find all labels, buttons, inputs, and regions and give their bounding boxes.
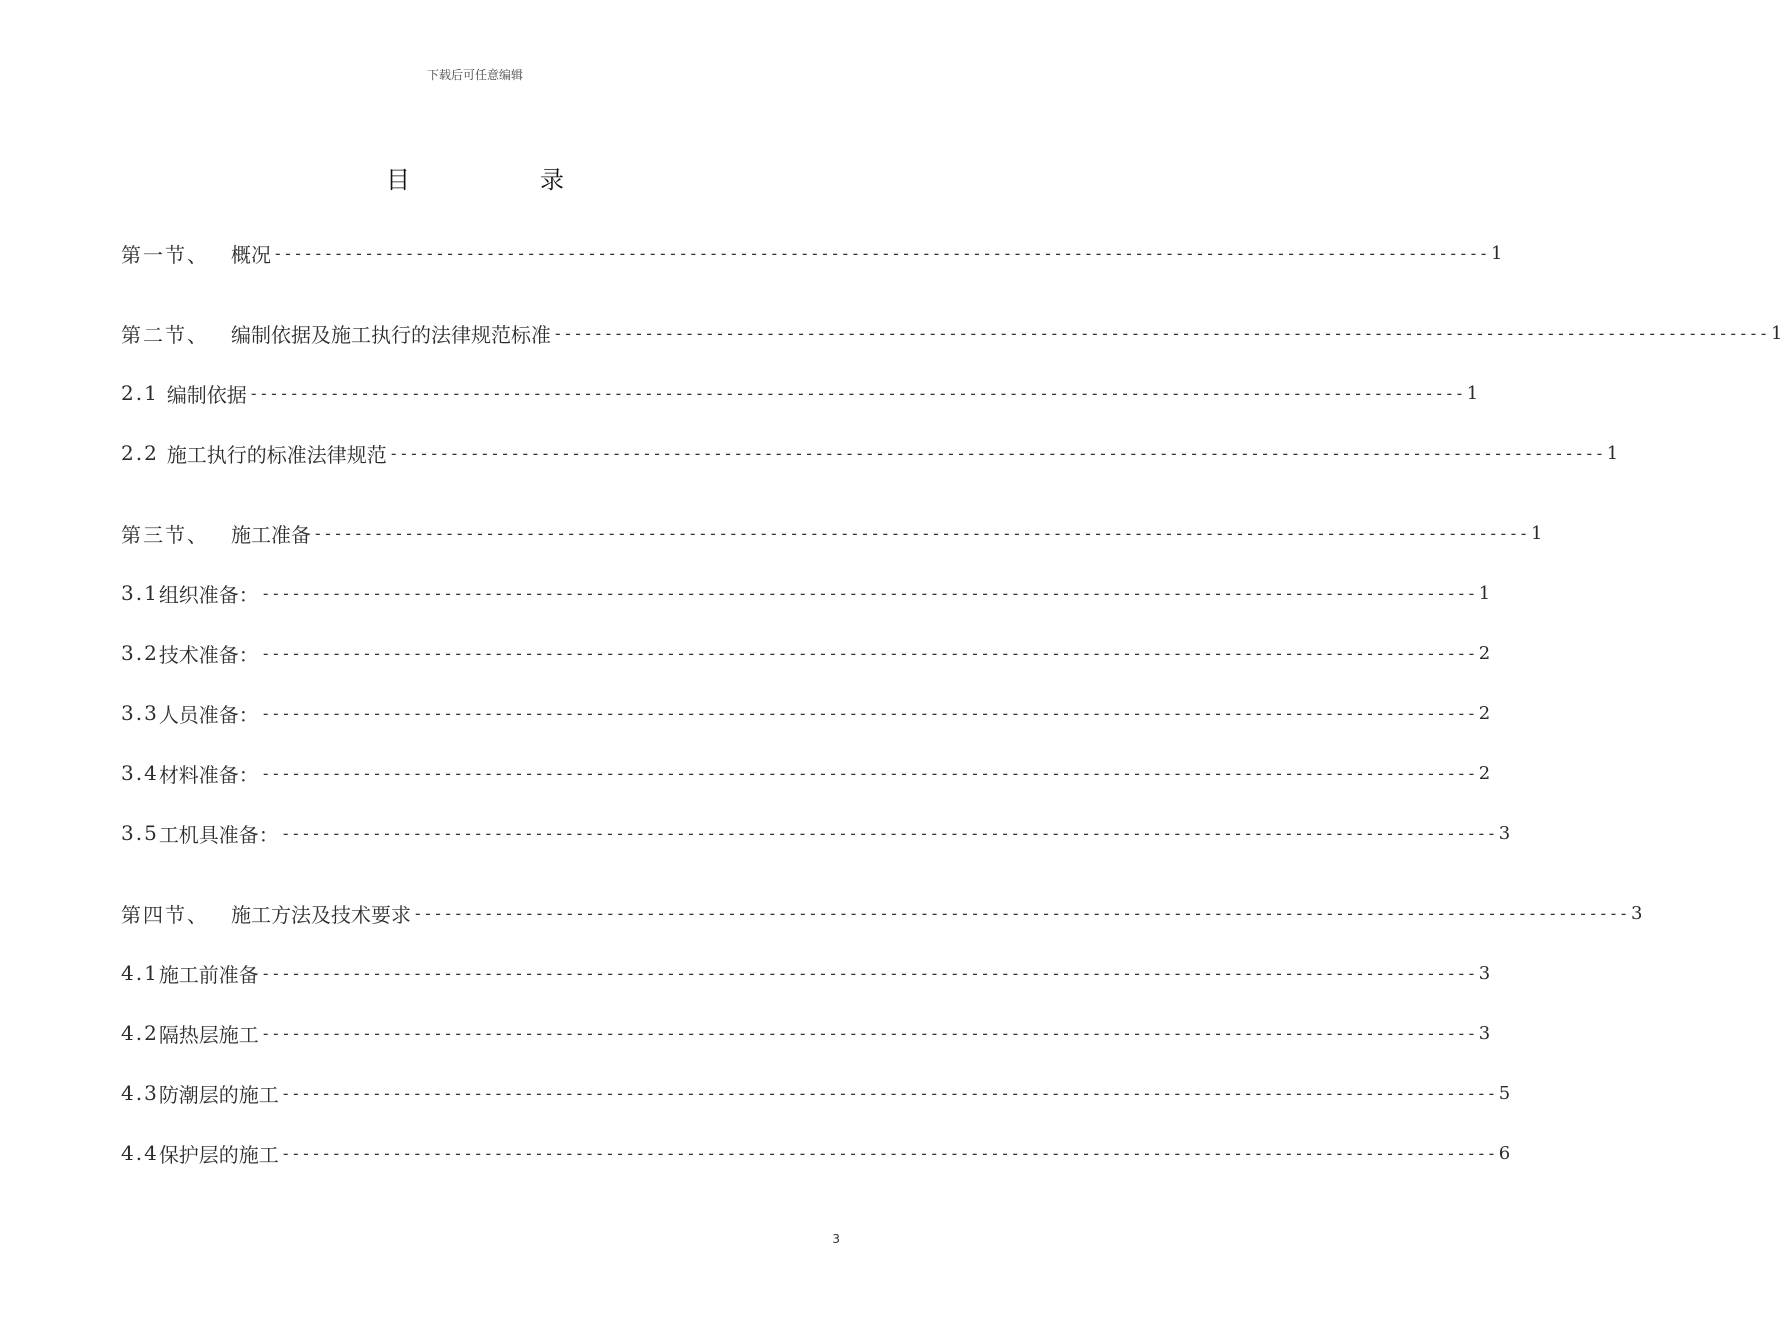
toc-entry-label: 技术准备：: [158, 642, 259, 667]
toc-entry-page: 1: [1530, 522, 1543, 544]
toc-entry[interactable]: [121, 958, 1491, 988]
toc-entry-page: 3: [1498, 822, 1511, 844]
toc-entry-label: 防潮层的施工: [158, 1082, 279, 1107]
toc-entry-label: 施工准备: [231, 522, 311, 547]
toc-entry-leader: ------------------------------------------------------------------------------------------------------------------------: [273, 243, 1489, 263]
toc-entry-page: 1: [1466, 382, 1479, 404]
toc-entry-label: 保护层的施工: [158, 1142, 279, 1167]
toc-entry-leader: ------------------------------------------------------------------------------------------------------------------------: [313, 523, 1529, 543]
toc-entry-leader: ------------------------------------------------------------------------------------------------------------------------: [280, 823, 1497, 843]
toc-entry[interactable]: [121, 898, 1643, 928]
toc-entry-number: 4.2: [121, 1021, 159, 1045]
toc-entry-page: 2: [1478, 642, 1491, 664]
toc-entry-number: 3.1: [121, 581, 159, 605]
toc-entry-number: 第一节、: [121, 242, 209, 267]
toc-entry-page: 1: [1490, 242, 1503, 264]
toc-title-right: 录: [540, 166, 564, 194]
toc-entry-leader: ------------------------------------------------------------------------------------------------------------------------: [260, 763, 1477, 783]
toc-entry-number: 3.3: [121, 701, 159, 725]
toc-entry[interactable]: [121, 758, 1491, 788]
toc-entry-number: 3.4: [121, 761, 159, 785]
toc-entry-page: 3: [1630, 902, 1643, 924]
toc-entry-page: 1: [1606, 442, 1619, 464]
toc-entry-leader: ------------------------------------------------------------------------------------------------------------------------: [260, 963, 1477, 983]
toc-title-left: 目: [386, 166, 410, 194]
toc-entry-leader: ------------------------------------------------------------------------------------------------------------------------: [248, 383, 1465, 403]
toc-entry-number: 第四节、: [121, 902, 209, 927]
toc-entry-label: 施工执行的标准法律规范: [166, 442, 387, 467]
toc-entry-page: 2: [1478, 762, 1491, 784]
toc-entry-page: 5: [1498, 1082, 1511, 1104]
toc-entry-label: 组织准备：: [158, 582, 259, 607]
toc-entry-page: 1: [1478, 582, 1491, 604]
toc-entry-label: 工机具准备：: [158, 822, 279, 847]
toc-entry-leader: ------------------------------------------------------------------------------------------------------------------------: [388, 443, 1605, 463]
toc-entry-leader: ------------------------------------------------------------------------------------------------------------------------: [280, 1143, 1497, 1163]
page-number: 3: [832, 1232, 840, 1246]
toc-entry-leader: ------------------------------------------------------------------------------------------------------------------------: [413, 903, 1629, 923]
toc-entry-page: 6: [1498, 1142, 1511, 1164]
toc-entry[interactable]: [121, 698, 1491, 728]
toc-entry-number: 4.3: [121, 1081, 159, 1105]
toc-entry-page: 3: [1478, 962, 1491, 984]
toc-entry-number: 2.2: [121, 441, 159, 465]
toc-entry-number: 3.5: [121, 821, 159, 845]
toc-entry-page: 1: [1770, 322, 1782, 344]
toc-entry[interactable]: [121, 1138, 1511, 1168]
toc-entry-label: 人员准备：: [158, 702, 259, 727]
toc-entry-leader: ------------------------------------------------------------------------------------------------------------------------: [260, 703, 1477, 723]
toc-entry-number: 4.1: [121, 961, 159, 985]
toc-entry[interactable]: [121, 818, 1511, 848]
toc-entry-leader: ------------------------------------------------------------------------------------------------------------------------: [260, 1023, 1477, 1043]
toc-entry-leader: ------------------------------------------------------------------------------------------------------------------------: [280, 1083, 1497, 1103]
toc-entry-label: 概况: [231, 242, 271, 267]
toc-entry[interactable]: [121, 1018, 1491, 1048]
toc-entry-leader: ------------------------------------------------------------------------------------------------------------------------: [260, 643, 1477, 663]
toc-entry-label: 施工方法及技术要求: [231, 902, 411, 927]
toc-entry[interactable]: [121, 238, 1503, 268]
toc-entry[interactable]: [121, 378, 1479, 408]
toc-entry[interactable]: [121, 638, 1491, 668]
toc-entry-number: 3.2: [121, 641, 159, 665]
toc-entry-label: 编制依据: [166, 382, 247, 407]
toc-entry-number: 2.1: [121, 381, 159, 405]
toc-entry-label: 隔热层施工: [158, 1022, 259, 1047]
toc-entry-page: 3: [1478, 1022, 1491, 1044]
toc-entry[interactable]: [121, 438, 1619, 468]
toc-entry-leader: ------------------------------------------------------------------------------------------------------------------------: [553, 323, 1769, 343]
toc-entry-number: 4.4: [121, 1141, 159, 1165]
toc-entry-number: 第二节、: [121, 322, 209, 347]
toc-entry[interactable]: [121, 518, 1543, 548]
toc-entry-label: 施工前准备: [158, 962, 259, 987]
toc-entry[interactable]: [121, 318, 1782, 348]
toc-entry-label: 材料准备：: [158, 762, 259, 787]
page-header-note: 下载后可任意编辑: [426, 68, 523, 82]
toc-entry[interactable]: [121, 1078, 1511, 1108]
toc-entry[interactable]: [121, 578, 1491, 608]
toc-entry-number: 第三节、: [121, 522, 209, 547]
toc-entry-page: 2: [1478, 702, 1491, 724]
toc-entry-label: 编制依据及施工执行的法律规范标准: [231, 322, 551, 347]
toc-entry-leader: ------------------------------------------------------------------------------------------------------------------------: [260, 583, 1477, 603]
